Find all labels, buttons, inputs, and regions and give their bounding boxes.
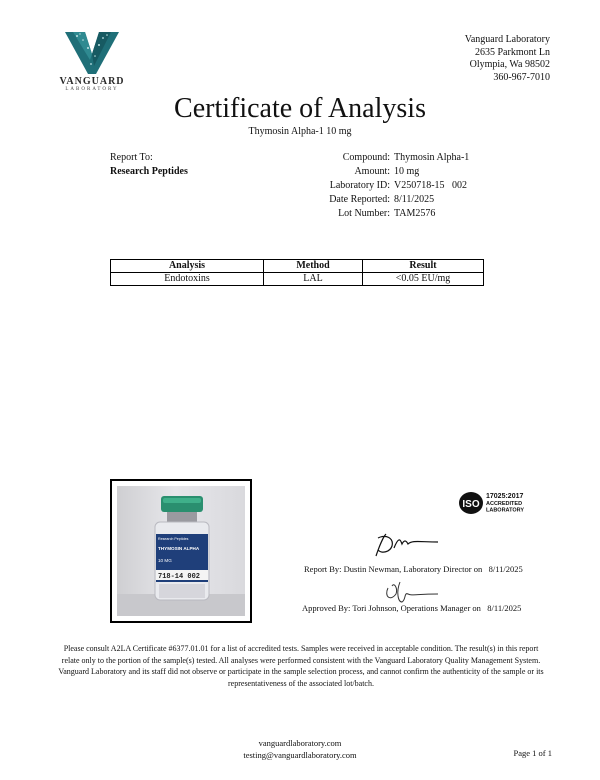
client-name: Research Peptides (110, 166, 188, 177)
manager-signature (382, 578, 442, 606)
lab-city: Olympia, Wa 98502 (469, 59, 550, 70)
sample-photo (110, 479, 252, 623)
detail-value: TAM2576 (394, 208, 436, 219)
iso-accreditation-badge (458, 490, 554, 516)
report-to-label: Report To: (110, 152, 153, 163)
detail-value: 8/11/2025 (394, 194, 435, 205)
director-signature (372, 530, 442, 560)
logo-wordmark: VANGUARD (59, 76, 125, 87)
lab-name: Vanguard Laboratory (464, 34, 550, 45)
table-row (111, 273, 484, 286)
report-by-line: Report By: Dustin Newman, Laboratory Director on 8/11/2025 (304, 564, 523, 574)
detail-row (230, 193, 469, 207)
iso-line1: ACCREDITED (486, 501, 523, 507)
page-title: Certificate of Analysis (174, 93, 426, 124)
vanguard-logo (52, 30, 132, 100)
logo-subtitle: LABORATORY (65, 87, 119, 92)
detail-value: Thymosin Alpha-1 (394, 152, 470, 163)
email-link[interactable]: testing@vanguardlaboratory.com (243, 749, 357, 760)
v-logo-icon (63, 30, 121, 76)
vial-name: THYMOSIN ALPHA (158, 546, 200, 551)
vial-brand: Research Peptides (158, 537, 189, 541)
detail-label: Lot Number: (338, 208, 390, 219)
cell-result: <0.05 EU/mg (363, 273, 484, 286)
detail-row (230, 207, 469, 221)
vial-illustration (117, 486, 245, 616)
page-subtitle: Thymosin Alpha-1 10 mg (248, 126, 352, 137)
iso-icon (458, 490, 554, 516)
detail-row (230, 165, 469, 179)
vial-photo (117, 486, 245, 616)
detail-row (230, 151, 469, 165)
lab-street: 2635 Parkmont Ln (475, 46, 550, 58)
disclaimer: Please consult A2LA Certificate #6377.01.01 for a list of accredited tests. Samples were received in acceptable condition. The result(s) in this report relate only to the portion of the sample(s) tested. All analyses were performed consistent with the Vanguard Laboratory Quality Management System. Vanguard Laboratory and its staff did not observe or participate in the sample selection process, and cannot confirm the authenticity of the sample or its representativeness of the associated lot/batch. (58, 644, 544, 688)
vial-dose: 10 MG (158, 558, 172, 563)
cell-analysis: Endotoxins (111, 273, 264, 286)
detail-value: 10 mg (394, 166, 420, 177)
table-header-row (111, 260, 484, 273)
iso-line2: LABORATORY (486, 507, 525, 514)
iso-standard: 17025:2017 (486, 493, 524, 500)
detail-value: V250718-15 002 (394, 180, 468, 191)
detail-label: Date Reported: (329, 194, 390, 205)
header-result: Result (363, 260, 484, 273)
contact-info (0, 738, 600, 761)
header-method: Method (264, 260, 363, 273)
lab-phone: 360-967-7010 (493, 71, 550, 83)
iso-mark-text: ISO (462, 499, 480, 510)
approved-by-line: Approved By: Tori Johnson, Operations Manager on 8/11/2025 (302, 603, 522, 613)
website-link[interactable]: vanguardlaboratory.com (258, 738, 342, 748)
detail-label: Compound: (342, 152, 390, 163)
results-table (110, 259, 484, 286)
detail-label: Amount: (354, 166, 390, 177)
report-to (110, 151, 188, 179)
vial-lot: 718-14 002 (158, 573, 201, 581)
page-number: Page 1 of 1 (513, 748, 552, 758)
detail-row (230, 179, 469, 193)
lab-address (465, 34, 550, 84)
cell-method: LAL (264, 273, 363, 286)
sample-details (230, 151, 469, 221)
detail-label: Laboratory ID: (329, 180, 390, 191)
header-analysis: Analysis (111, 260, 264, 273)
